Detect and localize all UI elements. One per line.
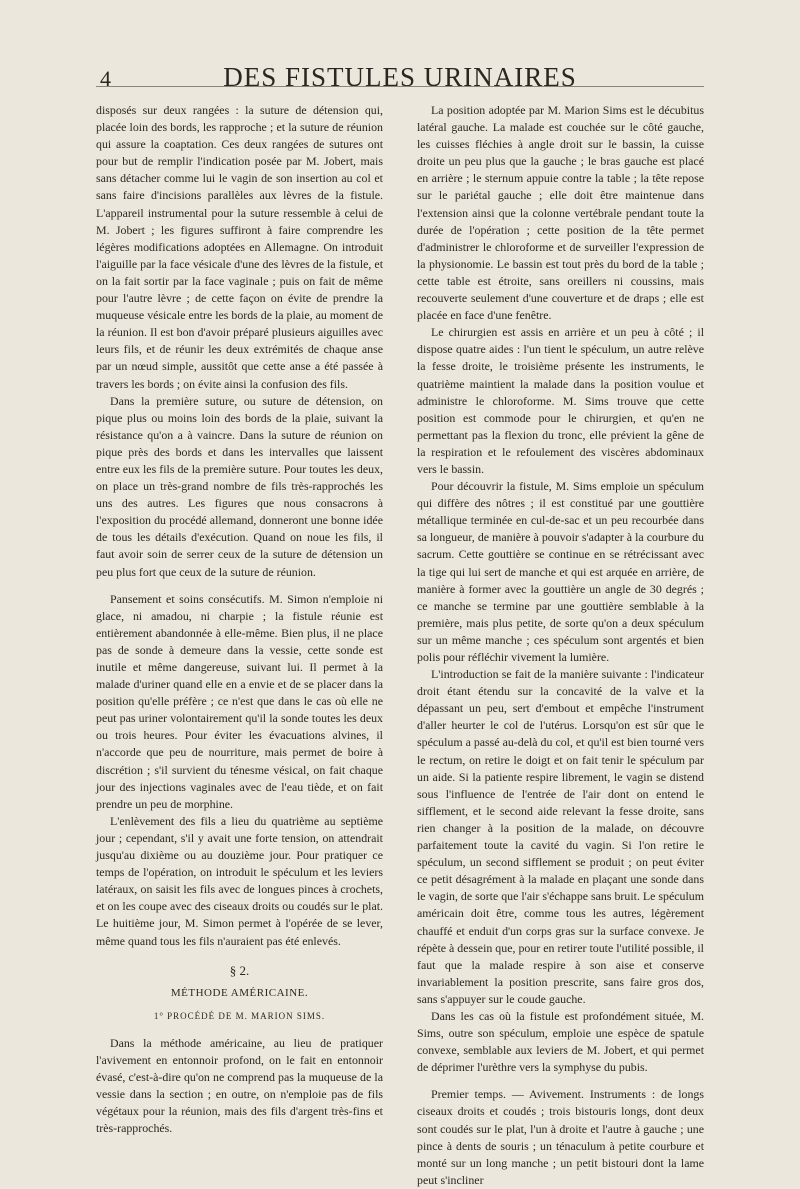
paragraph: Pansement et soins consécutifs. M. Simon n'emploie ni glace, ni amadou, ni charpie ; la fistule réunie est entièrement abandonnée à elle-même. Bien plus, il ne place pas de sonde à demeure dans la vessie, cette sonde est inutile et même dangereuse, suivant lui. Il permet à la malade d'uriner quand elle en a envie et de se placer dans la position qu'elle préfère ; ce n'est que dans le cas où elle ne peut pas uriner volontairement qu'il la sonde toutes les deux ou trois heures. Pour éviter les évacuations alvines, il n'accorde que peu de nourriture, mais permet de boire à discrétion ; s'il survient du ténesme vésical, on fait chaque jour des injections vaginales avec de l'eau tiède, et on fait prendre un peu de morphine.: [96, 591, 383, 811]
left-column: [96, 102, 383, 1137]
paragraph: Premier temps. — Avivement. Instruments : de longs ciseaux droits et coudés ; trois bistouris longs, dont deux sont coudés sur le plat, l'un à droite et l'autre à gauche ; une pince à dents de souris ; un ténaculum à petite courbure et monté sur un long manche ; un petit bistouri dont la lame peut s'incliner: [417, 1087, 704, 1187]
paragraph: Le chirurgien est assis en arrière et un peu à côté ; il dispose quatre aides : l'un tient le spéculum, un autre relève la fesse droite, le troisième présente les instruments, le quatrième maintient la malade dans la position voulue et administre le chloroforme. M. Sims trouve que cette position est commode pour le chirurgien, et qu'en ne permettant pas la flexion du tronc, elle prévient la gêne de la respiration et le refoulement des viscères abdominaux vers le bassin.: [417, 325, 704, 476]
header-rule: [96, 86, 704, 87]
paragraph: La position adoptée par M. Marion Sims est le décubitus latéral gauche. La malade est couchée sur le côté gauche, les cuisses fléchies à angle droit sur le bassin, la cuisse droite un peu plus que la gauche ; le bras gauche est placé en arrière ; le sternum appuie contre la table ; la tête repose sur le pariétal gauche ; elle doit être maintenue dans l'extension ainsi que la colonne vertébrale pendant toute la durée de l'opération ; cette position de la tête permet d'administrer le chloroforme et de surveiller l'expression de la physionomie. Le bassin est tout près du bord de la table ; cette table est étroite, sans oreillers ni coussins, mais recouverte seulement d'une couverture et de draps ; elle est placée en face d'une fenêtre.: [417, 103, 704, 323]
paragraph: Pour découvrir la fistule, M. Sims emploie un spéculum qui diffère des nôtres ; il est constitué par une gouttière métallique terminée en cul-de-sac et un peu recourbée dans sa longueur, de manière à pouvoir s'adapter à la courbure du sacrum. Cette gouttière se continue en se rétrécissant avec la tige qui lui sert de manche et qui est arquée en arrière, de manière à former avec la gouttière un angle de 30 degrés ; ce manche se termine par une gouttière semblable à la première, mais plus petite, de sorte qu'on a deux spéculum sur un même manche ; ces spéculum sont argentés et bien polis pour réfléchir vivement la lumière.: [417, 479, 704, 664]
paragraph: L'enlèvement des fils a lieu du quatrième au septième jour ; cependant, s'il y avait une forte tension, on attendrait jusqu'au dixième ou au douzième jour. Pour pratiquer ce temps de l'opération, on introduit le spéculum et les leviers latéraux, on saisit les fils avec de longues pinces à crochets, et on les coupe avec des ciseaux droits ou coudés sur le plat. Le huitième jour, M. Simon permet à l'opérée de se lever, même quand tous les fils n'auraient pas été enlevés.: [96, 813, 383, 948]
paragraph: Dans les cas où la fistule est profondément située, M. Sims, outre son spéculum, emploie une espèce de spatule convexe, semblable aux leviers de M. Jobert, et qui permet de déprimer l'urèthre vers la symphyse du pubis.: [417, 1008, 704, 1075]
section-title: MÉTHODE AMÉRICAINE.: [170, 986, 309, 999]
spacer: [96, 581, 383, 591]
section-subtitle: 1° PROCÉDÉ DE M. MARION SIMS.: [153, 1010, 326, 1021]
paragraph: Dans la première suture, ou suture de détension, on pique plus ou moins loin des bords de la plaie, suivant la résistance qu'on a à vaincre. Dans la suture de réunion on pique près des bords et dans les intervalles que laissent entre eux les fils de la première suture. Pour toutes les deux, on place un très-grand nombre de fils très-rapprochés les uns des autres. Les figures que nous consacrons à l'exposition du procédé allemand, donneront une bonne idée de tous les détails d'exécution. Quand on noue les fils, il faut avoir soin de serrer ceux de la suture de détension un peu plus fort que ceux de la suture de réunion.: [96, 393, 383, 579]
right-column: [417, 102, 704, 1189]
running-title: DES FISTULES URINAIRES: [223, 62, 577, 92]
spacer: [417, 1076, 704, 1086]
paragraph: disposés sur deux rangées : la suture de détension qui, placée loin des bords, les rapproche ; et la suture de réunion qui assure la coaptation. Ces deux rangées de sutures ont pour but de remplir l'indication posée par M. Jobert, mais sans détacher comme lui le vagin de son insertion au col et sans faire d'incisions parallèles aux lèvres de la fistule. L'appareil instrumental pour la suture ressemble à celui de M. Jobert ; les figures suffiront à faire comprendre les légères modifications adoptées en Allemagne. On introduit l'aiguille par la face vésicale d'une des lèvres de la fistule, et on la fait sortir par la face vaginale ; puis on fait de même pour l'autre lèvre ; de cette façon on évite de prendre la muqueuse vésicale entre les bords de la plaie, au moment de la réunion. Il est bon d'avoir préparé plusieurs aiguilles avec leurs fils, et de réunir les deux extrémités de chaque anse par un nœud simple, aussitôt que cette anse a été passée à travers les bords ; on évite ainsi la confusion des fils.: [96, 103, 383, 391]
section-number: § 2.: [229, 962, 250, 978]
page-number: 4: [100, 66, 111, 91]
paragraph: Dans la méthode américaine, au lieu de pratiquer l'avivement en entonnoir profond, on le fait en entonnoir évasé, c'est-à-dire qu'on ne comprend pas la muqueuse de la vessie dans la section ; en outre, on n'emploie pas de fils végétaux pour la réunion, mais des fils d'argent très-fins et très-rapprochés.: [96, 1035, 383, 1136]
page-header: [92, 60, 708, 94]
paragraph: L'introduction se fait de la manière suivante : l'indicateur droit étant étendu sur la concavité de la valve et la dépassant un peu, sert d'embout et empêche l'instrument d'aller heurter le col de l'utérus. Lorsqu'on est sûr que le spéculum a passé au-delà du col, et qu'il est bien tourné vers le rectum, on retire le doigt et on fait tenir le spéculum par un aide. Si la patiente respire librement, le vagin se distend sous l'influence de l'entrée de l'air dont on entend le sifflement, et le second aide relevant la fesse droite, sans rien changer à la position de la malade, on découvre parfaitement toute la cavité du vagin. Si l'on retire le spéculum, un second sifflement se produit ; on peut éviter ce petit désagrément à la malade en plaçant une sonde dans le vagin, de sorte que l'air s'échappe sans bruit. Le spéculum américain doit être, comme tous les autres, légèrement chauffé et enduit d'un corps gras sur la surface convexe. Je répète à dessein que, pour en retirer toute l'utilité possible, il faut que la malade respire à son aise et conserve invariablement la position prescrite, sans faire gros dos, sans s'appuyer sur le coude gauche.: [417, 667, 704, 1006]
